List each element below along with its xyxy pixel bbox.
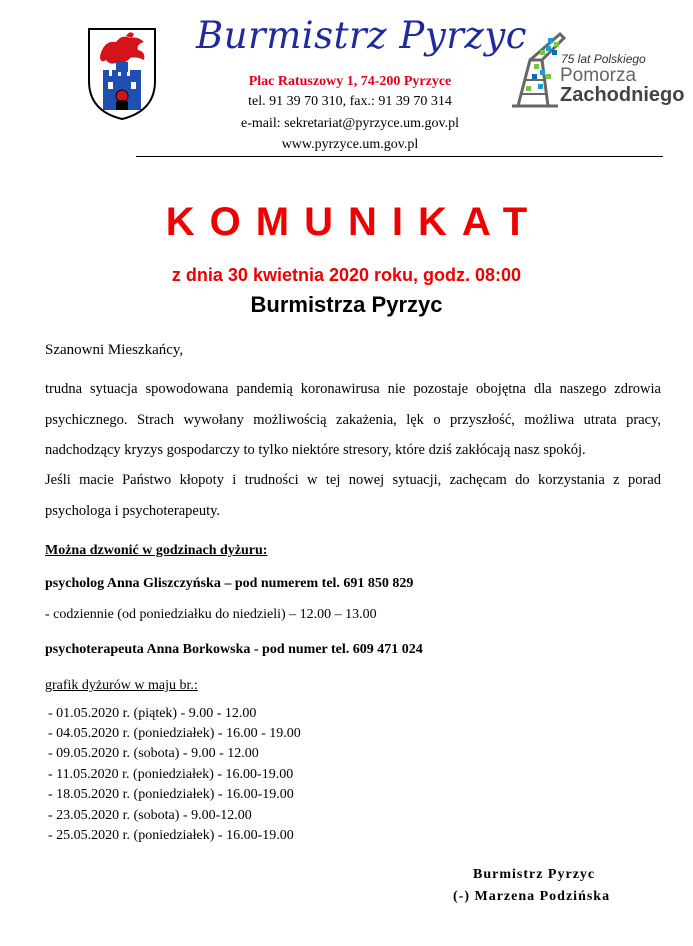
greeting: Szanowni Mieszkańcy, xyxy=(45,342,184,358)
schedule-item: - 09.05.2020 r. (sobota) - 9.00 - 12.00 xyxy=(48,746,259,761)
psychotherapist-contact: psychoterapeuta Anna Borkowska - pod numer tel. 609 471 024 xyxy=(45,642,423,657)
notice-date-line: z dnia 30 kwietnia 2020 roku, godz. 08:00 xyxy=(171,265,522,285)
header-phone: tel. 91 39 70 310, fax.: 91 39 70 314 xyxy=(248,94,452,109)
signature-title: Burmistrz Pyrzyc xyxy=(473,867,596,882)
anniversary-logo-line3: Zachodniego xyxy=(560,84,685,106)
signature-name: (-) Marzena Podzińska xyxy=(453,889,611,904)
header-address: Plac Ratuszowy 1, 74-200 Pyrzyce xyxy=(248,74,452,89)
coat-of-arms-logo xyxy=(86,26,158,122)
psychologist-contact: psycholog Anna Gliszczyńska – pod numerem tel. 691 850 829 xyxy=(45,576,414,591)
header-website: www.pyrzyce.um.gov.pl xyxy=(281,137,419,152)
schedule-item: - 11.05.2020 r. (poniedziałek) - 16.00-19.00 xyxy=(48,767,294,782)
schedule-item: - 01.05.2020 r. (piątek) - 9.00 - 12.00 xyxy=(48,706,257,721)
anniversary-logo-line2: Pomorza xyxy=(560,65,637,86)
paragraph-2: Jeśli macie Państwo kłopoty i trudności w tej nowej sytuacji, zachęcam do korzystania z porad psychologa i psychoterapeuty. xyxy=(45,472,661,519)
schedule-item: - 25.05.2020 r. (poniedziałek) - 16.00-19.00 xyxy=(48,828,294,843)
psychologist-hours: - codziennie (od poniedziałku do niedzieli) – 12.00 – 13.00 xyxy=(45,607,377,622)
anniversary-logo-line1: 75 lat Polskiego xyxy=(561,52,646,66)
schedule-item: - 23.05.2020 r. (sobota) - 9.00-12.00 xyxy=(48,808,252,823)
notice-heading: KOMUNIKAT xyxy=(165,200,543,244)
header-divider xyxy=(136,156,663,157)
notice-author-line: Burmistrza Pyrzyc xyxy=(250,292,443,317)
paragraph-1: trudna sytuacja spowodowana pandemią koronawirusa nie pozostaje obojętna dla naszego zdrowia psychicznego. Strach wywołany możliwością zakażenia, lęk o przyszłość, możliwa utrata pracy, nadchodzący kryzys gospodarczy to tylko niektóre stresory, które dziś zakłócają nasz spokój. xyxy=(45,381,661,458)
schedule-item: - 18.05.2020 r. (poniedziałek) - 16.00-19.00 xyxy=(48,787,294,802)
schedule-item: - 04.05.2020 r. (poniedziałek) - 16.00 - 19.00 xyxy=(48,726,301,741)
schedule-heading: grafik dyżurów w maju br.: xyxy=(45,678,198,693)
hours-heading: Można dzwonić w godzinach dyżuru: xyxy=(45,543,268,558)
header-email: e-mail: sekretariat@pyrzyce.um.gov.pl xyxy=(240,116,459,131)
header-title: Burmistrz Pyrzyc xyxy=(196,14,528,57)
